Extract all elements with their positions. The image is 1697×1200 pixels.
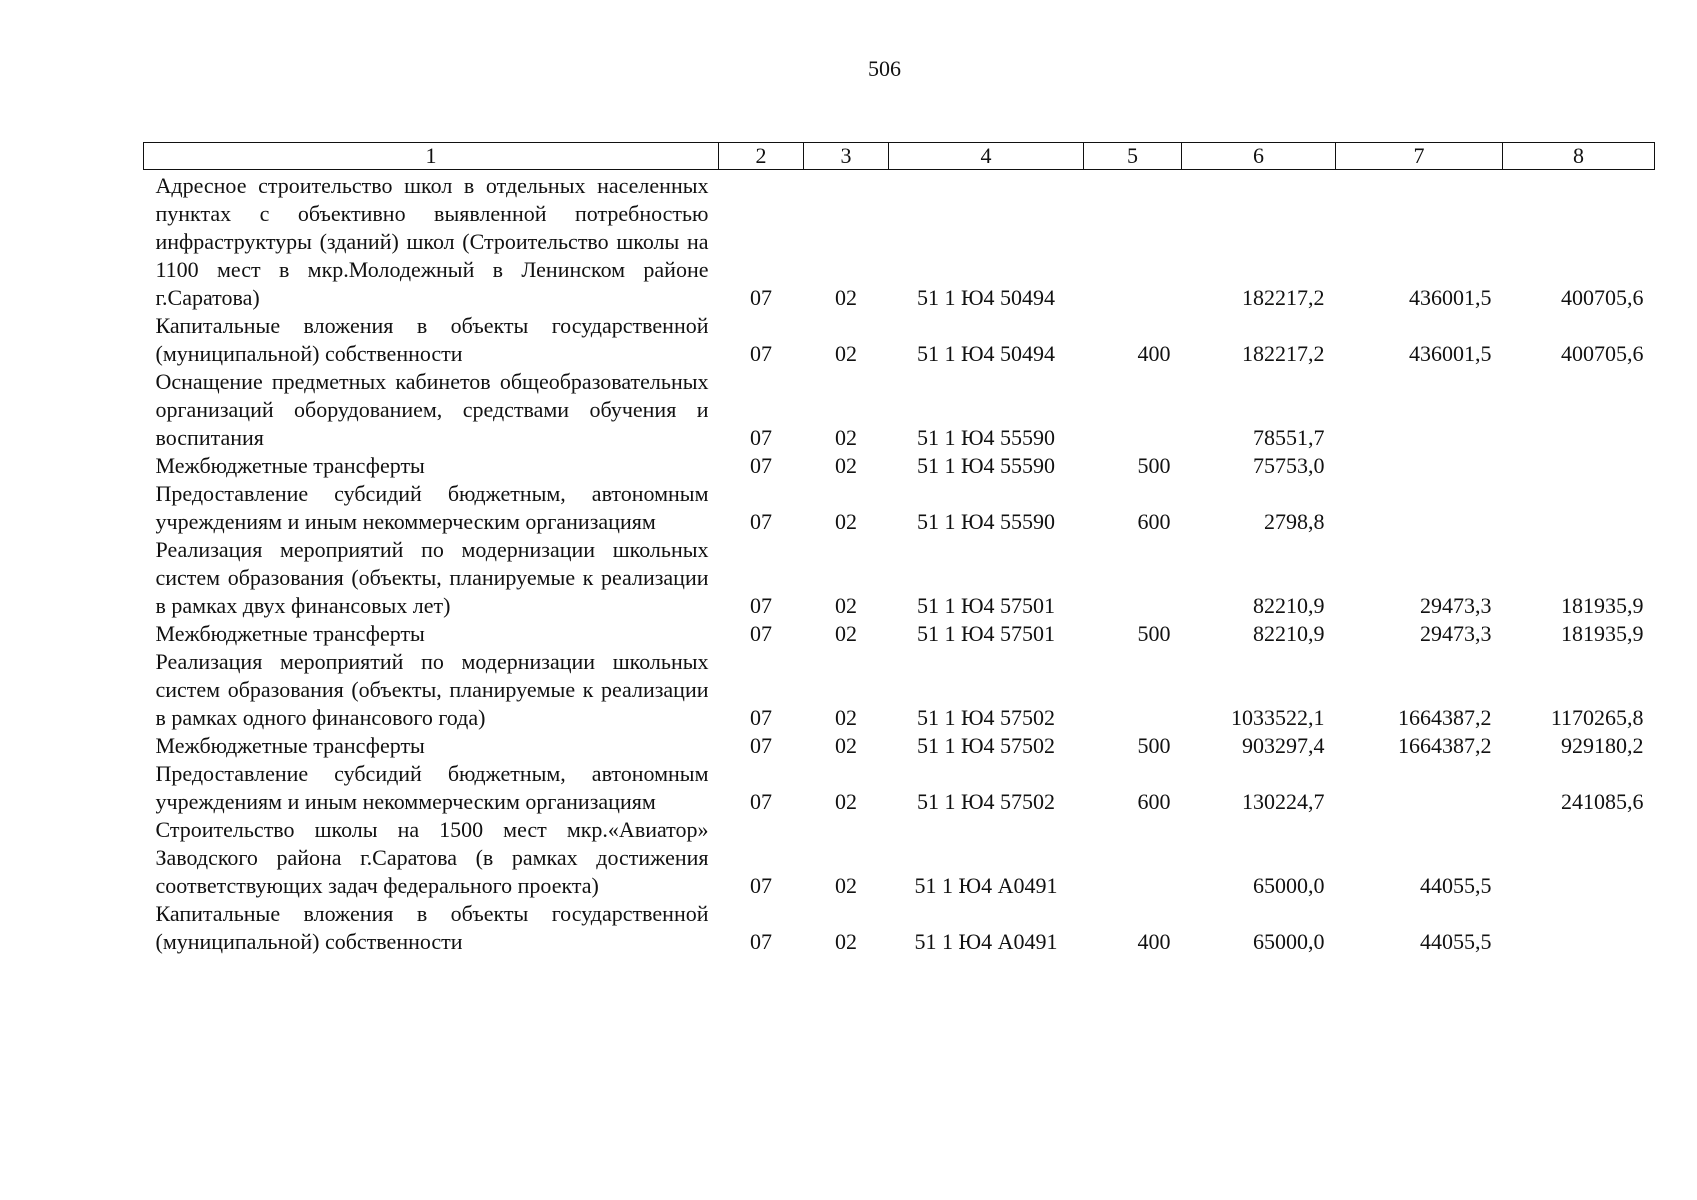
amount-col-7: 1664387,2	[1398, 705, 1492, 730]
target-article-code: 51 1 Ю4 57501	[916, 621, 1056, 646]
amount-col-6: 82210,9	[1253, 593, 1325, 618]
amount-col-7	[1336, 368, 1503, 452]
expense-type-code	[1084, 170, 1182, 313]
column-header-4: 4	[889, 143, 1084, 170]
column-header-5: 5	[1084, 143, 1182, 170]
subsection-code: 02	[835, 509, 857, 534]
column-header-6: 6	[1182, 143, 1336, 170]
amount-col-8	[1503, 816, 1655, 900]
row-description: Межбюджетные трансферты	[155, 453, 425, 478]
target-article-code: 51 1 Ю4 50494	[916, 285, 1056, 310]
row-description: Реализация мероприятий по модернизации школьных систем образования (объекты, планируемые к реализации в рамках одного финансового года)	[155, 649, 709, 730]
table-row	[144, 760, 1655, 816]
column-header-8: 8	[1503, 143, 1655, 170]
expense-type-code: 400	[1137, 929, 1171, 954]
target-article-code: 51 1 Ю4 57502	[916, 705, 1056, 730]
amount-col-6: 75753,0	[1253, 453, 1325, 478]
section-code: 07	[750, 789, 772, 814]
table-row	[144, 900, 1655, 956]
amount-col-8	[1503, 368, 1655, 452]
target-article-code: 51 1 Ю4 55590	[916, 453, 1056, 478]
subsection-code: 02	[835, 621, 857, 646]
amount-col-7	[1336, 480, 1503, 536]
budget-table	[143, 142, 1655, 956]
row-description: Капитальные вложения в объекты государственной (муниципальной) собственности	[155, 901, 709, 954]
amount-col-7	[1336, 452, 1503, 480]
amount-col-7: 1664387,2	[1398, 733, 1492, 758]
row-description: Межбюджетные трансферты	[155, 733, 425, 758]
expense-type-code	[1084, 368, 1182, 452]
table-row	[144, 480, 1655, 536]
section-code: 07	[750, 509, 772, 534]
amount-col-8: 400705,6	[1561, 341, 1644, 366]
target-article-code: 51 1 Ю4 50494	[916, 341, 1056, 366]
table-row	[144, 648, 1655, 732]
table-header	[144, 143, 1655, 170]
expense-type-code: 500	[1137, 621, 1171, 646]
row-description: Реализация мероприятий по модернизации школьных систем образования (объекты, планируемые к реализации в рамках двух финансовых лет)	[155, 537, 709, 618]
section-code: 07	[750, 341, 772, 366]
amount-col-6: 82210,9	[1253, 621, 1325, 646]
expense-type-code: 600	[1137, 509, 1171, 534]
expense-type-code: 400	[1137, 341, 1171, 366]
amount-col-7: 44055,5	[1420, 929, 1492, 954]
amount-col-7	[1336, 760, 1503, 816]
table-row	[144, 170, 1655, 313]
column-header-1: 1	[144, 143, 719, 170]
column-header-7: 7	[1336, 143, 1503, 170]
expense-type-code: 500	[1137, 733, 1171, 758]
amount-col-7: 29473,3	[1420, 593, 1492, 618]
section-code: 07	[750, 733, 772, 758]
row-description: Предоставление субсидий бюджетным, автономным учреждениям и иным некоммерческим организациям	[155, 481, 709, 534]
table-row	[144, 816, 1655, 900]
subsection-code: 02	[835, 873, 857, 898]
table-row	[144, 536, 1655, 620]
amount-col-8	[1503, 452, 1655, 480]
target-article-code: 51 1 Ю4 55590	[916, 425, 1056, 450]
header-row	[144, 143, 1655, 170]
subsection-code: 02	[835, 425, 857, 450]
amount-col-6: 65000,0	[1253, 873, 1325, 898]
amount-col-6: 182217,2	[1242, 285, 1325, 310]
section-code: 07	[750, 285, 772, 310]
row-description: Адресное строительство школ в отдельных населенных пунктах с объективно выявленной потребностью инфраструктуры (зданий) школ (Строительство школы на 1100 мест в мкр.Молодежный в Ленинском районе г.Саратова)	[155, 173, 709, 310]
table-row	[144, 452, 1655, 480]
expense-type-code	[1084, 536, 1182, 620]
amount-col-8: 241085,6	[1561, 789, 1644, 814]
subsection-code: 02	[835, 733, 857, 758]
amount-col-8: 181935,9	[1561, 621, 1644, 646]
expense-type-code	[1084, 648, 1182, 732]
subsection-code: 02	[835, 453, 857, 478]
target-article-code: 51 1 Ю4 А0491	[914, 873, 1058, 898]
subsection-code: 02	[835, 593, 857, 618]
amount-col-8	[1503, 480, 1655, 536]
expense-type-code: 500	[1137, 453, 1171, 478]
amount-col-7: 436001,5	[1409, 341, 1492, 366]
expense-type-code	[1084, 816, 1182, 900]
row-description: Межбюджетные трансферты	[155, 621, 425, 646]
amount-col-8: 181935,9	[1561, 593, 1644, 618]
column-header-2: 2	[719, 143, 804, 170]
row-description: Оснащение предметных кабинетов общеобразовательных организаций оборудованием, средствами обучения и воспитания	[155, 369, 709, 450]
amount-col-6: 182217,2	[1242, 341, 1325, 366]
target-article-code: 51 1 Ю4 55590	[916, 509, 1056, 534]
amount-col-6: 65000,0	[1253, 929, 1325, 954]
table-row	[144, 732, 1655, 760]
section-code: 07	[750, 621, 772, 646]
target-article-code: 51 1 Ю4 А0491	[914, 929, 1058, 954]
amount-col-6: 2798,8	[1264, 509, 1325, 534]
amount-col-7: 436001,5	[1409, 285, 1492, 310]
amount-col-8: 929180,2	[1561, 733, 1644, 758]
subsection-code: 02	[835, 341, 857, 366]
section-code: 07	[750, 593, 772, 618]
page-number: 506	[868, 56, 901, 81]
table-row	[144, 312, 1655, 368]
section-code: 07	[750, 873, 772, 898]
amount-col-6: 1033522,1	[1231, 705, 1325, 730]
amount-col-8	[1503, 900, 1655, 956]
amount-col-6: 130224,7	[1242, 789, 1325, 814]
row-description: Предоставление субсидий бюджетным, автономным учреждениям и иным некоммерческим организациям	[155, 761, 709, 814]
table-row	[144, 620, 1655, 648]
amount-col-6: 903297,4	[1242, 733, 1325, 758]
row-description: Строительство школы на 1500 мест мкр.«Авиатор» Заводского района г.Саратова (в рамках достижения соответствующих задач федерального проекта)	[155, 817, 709, 898]
target-article-code: 51 1 Ю4 57501	[916, 593, 1056, 618]
section-code: 07	[750, 453, 772, 478]
column-header-3: 3	[804, 143, 889, 170]
amount-col-8: 400705,6	[1561, 285, 1644, 310]
section-code: 07	[750, 929, 772, 954]
row-description: Капитальные вложения в объекты государственной (муниципальной) собственности	[155, 313, 709, 366]
subsection-code: 02	[835, 705, 857, 730]
expense-type-code: 600	[1137, 789, 1171, 814]
section-code: 07	[750, 425, 772, 450]
amount-col-6: 78551,7	[1253, 425, 1325, 450]
subsection-code: 02	[835, 789, 857, 814]
amount-col-7: 29473,3	[1420, 621, 1492, 646]
table-row	[144, 368, 1655, 452]
subsection-code: 02	[835, 285, 857, 310]
section-code: 07	[750, 705, 772, 730]
subsection-code: 02	[835, 929, 857, 954]
target-article-code: 51 1 Ю4 57502	[916, 733, 1056, 758]
amount-col-8: 1170265,8	[1550, 705, 1644, 730]
table-body	[144, 170, 1655, 957]
amount-col-7: 44055,5	[1420, 873, 1492, 898]
target-article-code: 51 1 Ю4 57502	[916, 789, 1056, 814]
